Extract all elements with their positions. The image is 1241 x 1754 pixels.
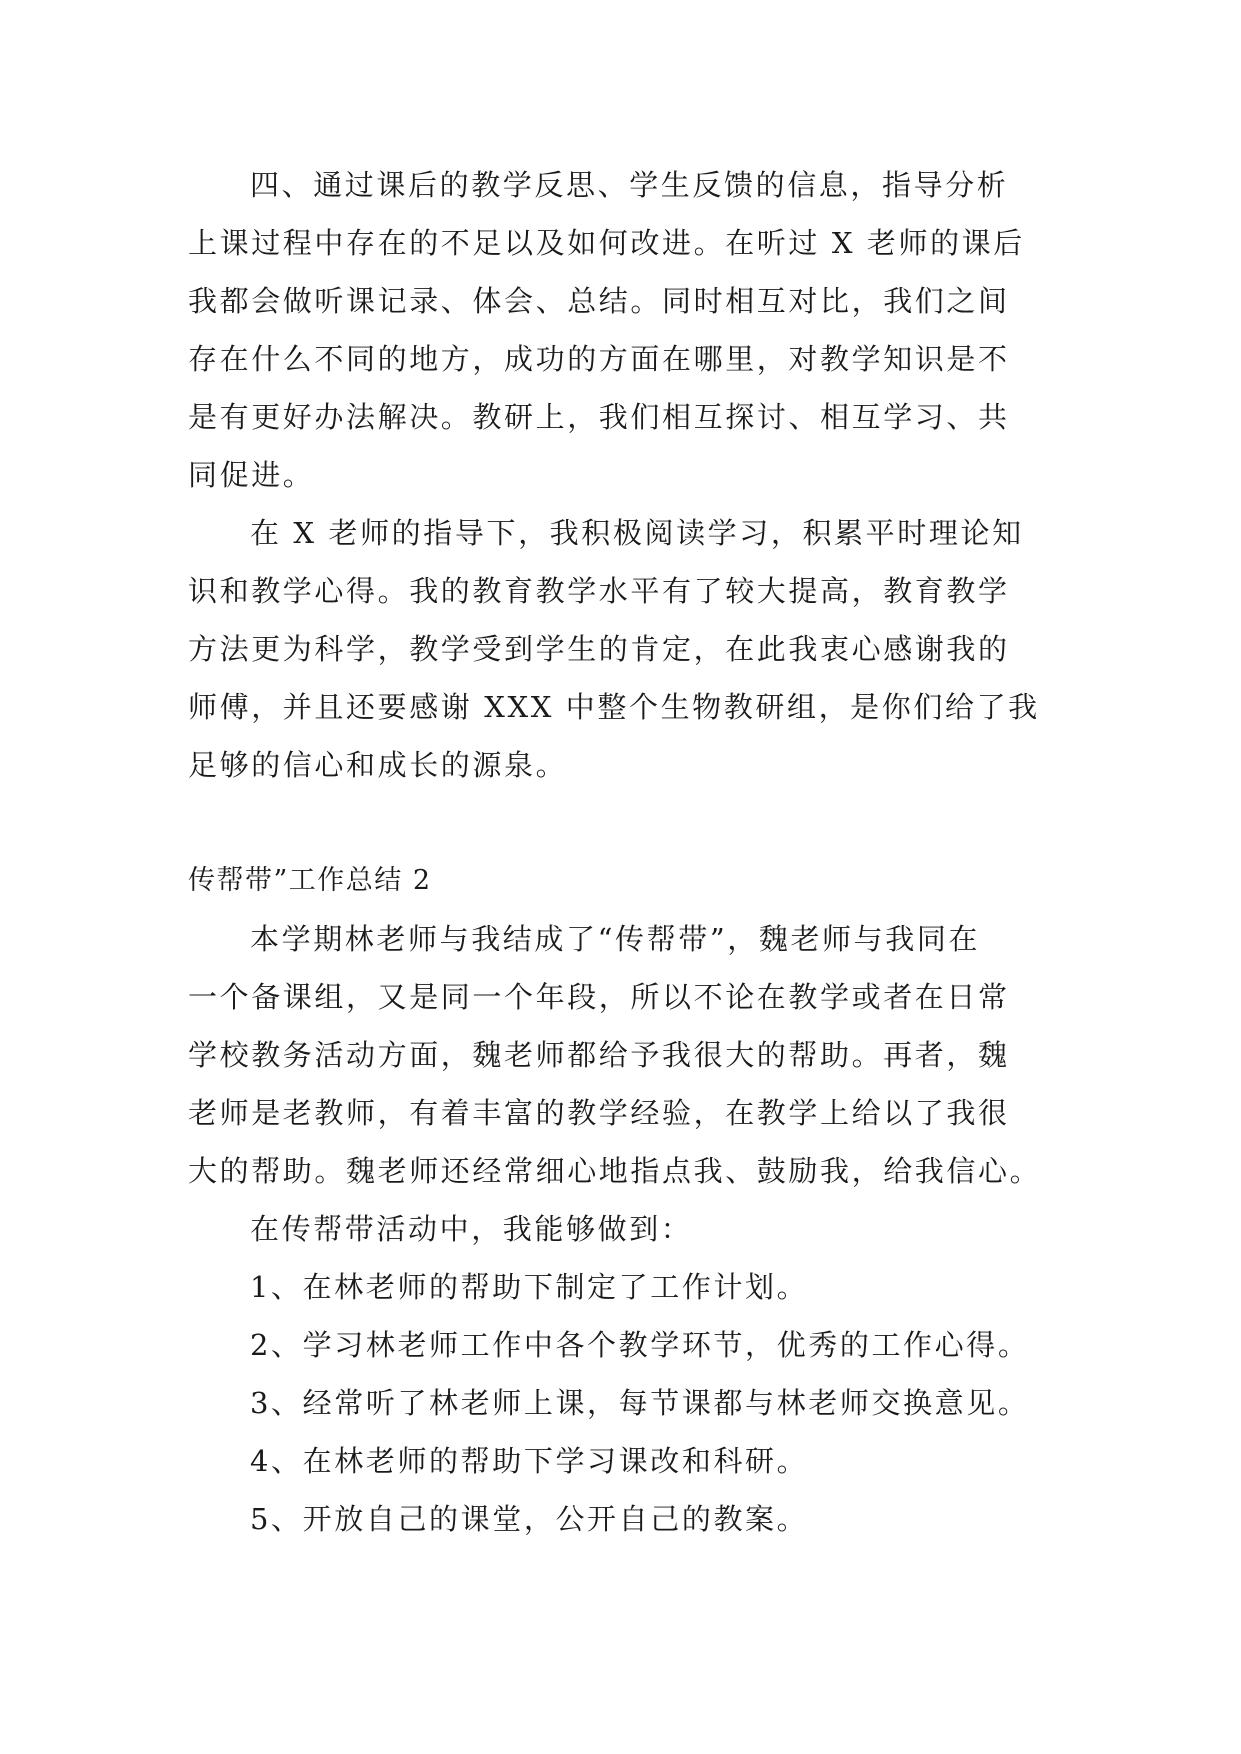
list-intro: 在传帮带活动中，我能够做到：: [250, 1212, 693, 1246]
paragraph-line: 是有更好办法解决。教研上，我们相互探讨、相互学习、共: [188, 400, 1010, 434]
list-item: 4、在林老师的帮助下学习课改和科研。: [250, 1444, 809, 1478]
paragraph-line: 一个备课组，又是同一个年段，所以不论在教学或者在日常: [188, 980, 1010, 1014]
paragraph-line: 足够的信心和成长的源泉。: [188, 748, 568, 782]
paragraph-line: 存在什么不同的地方，成功的方面在哪里，对教学知识是不: [188, 342, 1010, 376]
list-item: 3、经常听了林老师上课，每节课都与林老师交换意见。: [250, 1386, 1030, 1420]
section-heading: 传帮带”工作总结 2: [188, 865, 432, 896]
paragraph-line: 识和教学心得。我的教育教学水平有了较大提高，教育教学: [188, 574, 1010, 608]
paragraph-line: 学校教务活动方面，魏老师都给予我很大的帮助。再者，魏: [188, 1038, 1010, 1072]
paragraph-line: 师傅，并且还要感谢 XXX 中整个生物教研组，是你们给了我: [188, 690, 1040, 724]
paragraph-line: 在 X 老师的指导下，我积极阅读学习，积累平时理论知: [250, 516, 1024, 550]
paragraph-line: 四、通过课后的教学反思、学生反馈的信息，指导分析: [250, 168, 1009, 202]
paragraph-line: 老师是老教师，有着丰富的教学经验，在教学上给以了我很: [188, 1096, 1010, 1130]
paragraph-line: 方法更为科学，教学受到学生的肯定，在此我衷心感谢我的: [188, 632, 1010, 666]
paragraph-line: 我都会做听课记录、体会、总结。同时相互对比，我们之间: [188, 284, 1010, 318]
list-item: 2、学习林老师工作中各个教学环节，优秀的工作心得。: [250, 1328, 1030, 1362]
list-item: 5、开放自己的课堂，公开自己的教案。: [250, 1502, 809, 1536]
list-item: 1、在林老师的帮助下制定了工作计划。: [250, 1270, 809, 1304]
paragraph-line: 同促进。: [188, 458, 315, 492]
paragraph-line: 上课过程中存在的不足以及如何改进。在听过 X 老师的课后: [188, 226, 1025, 260]
paragraph-line: 大的帮助。魏老师还经常细心地指点我、鼓励我，给我信心。: [188, 1154, 1042, 1188]
paragraph-line: 本学期林老师与我结成了“传帮带”，魏老师与我同在: [250, 922, 981, 956]
